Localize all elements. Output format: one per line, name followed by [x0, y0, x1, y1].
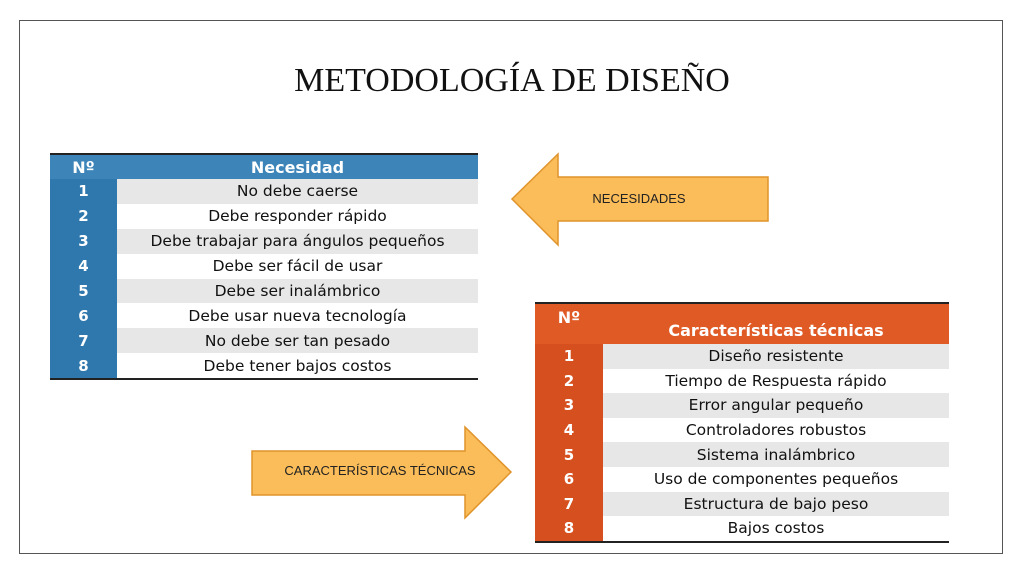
row-number: 8: [535, 516, 603, 542]
table-row: [50, 353, 478, 379]
row-number: 1: [535, 344, 603, 369]
characteristic-text: Error angular pequeño: [603, 393, 949, 418]
tech-table-header-row: [535, 303, 949, 344]
row-number: 3: [50, 229, 117, 254]
need-text: Debe tener bajos costos: [117, 353, 478, 379]
need-text: No debe ser tan pesado: [117, 328, 478, 353]
table-row: [50, 303, 478, 328]
table-row: [535, 344, 949, 369]
needs-arrow-label: NECESIDADES: [592, 191, 686, 206]
need-text: Debe usar nueva tecnología: [117, 303, 478, 328]
row-number: 4: [535, 418, 603, 443]
tech-arrow-label: CARACTERÍSTICAS TÉCNICAS: [284, 463, 476, 478]
table-row: [535, 442, 949, 467]
table-row: [50, 229, 478, 254]
row-number: 2: [535, 369, 603, 394]
characteristic-text: Uso de componentes pequeños: [603, 467, 949, 492]
table-row: [535, 418, 949, 443]
row-number: 7: [535, 492, 603, 517]
row-number: 5: [50, 279, 117, 304]
table-row: [535, 393, 949, 418]
slide-title: METODOLOGÍA DE DISEÑO: [294, 62, 730, 99]
characteristic-text: Tiempo de Respuesta rápido: [603, 369, 949, 394]
need-text: Debe ser inalámbrico: [117, 279, 478, 304]
table-row: [50, 179, 478, 204]
characteristic-text: Sistema inalámbrico: [603, 442, 949, 467]
table-row: [535, 369, 949, 394]
table-row: [535, 516, 949, 542]
characteristic-text: Controladores robustos: [603, 418, 949, 443]
table-row: [50, 279, 478, 304]
need-text: Debe responder rápido: [117, 204, 478, 229]
needs-header-need: Necesidad: [117, 154, 478, 179]
row-number: 5: [535, 442, 603, 467]
tech-table: [535, 302, 949, 543]
tech-header-characteristic: Características técnicas: [603, 303, 949, 344]
row-number: 6: [50, 303, 117, 328]
row-number: 4: [50, 254, 117, 279]
table-row: [50, 328, 478, 353]
need-text: Debe trabajar para ángulos pequeños: [117, 229, 478, 254]
needs-table: [50, 153, 478, 380]
row-number: 7: [50, 328, 117, 353]
row-number: 6: [535, 467, 603, 492]
characteristic-text: Bajos costos: [603, 516, 949, 542]
row-number: 8: [50, 353, 117, 379]
characteristic-text: Estructura de bajo peso: [603, 492, 949, 517]
row-number: 2: [50, 204, 117, 229]
table-row: [535, 492, 949, 517]
row-number: 1: [50, 179, 117, 204]
table-row: [50, 254, 478, 279]
needs-header-number: Nº: [50, 154, 117, 179]
characteristic-text: Diseño resistente: [603, 344, 949, 369]
table-row: [50, 204, 478, 229]
tech-header-number: Nº: [535, 303, 603, 344]
row-number: 3: [535, 393, 603, 418]
need-text: Debe ser fácil de usar: [117, 254, 478, 279]
needs-table-header-row: [50, 154, 478, 179]
need-text: No debe caerse: [117, 179, 478, 204]
table-row: [535, 467, 949, 492]
